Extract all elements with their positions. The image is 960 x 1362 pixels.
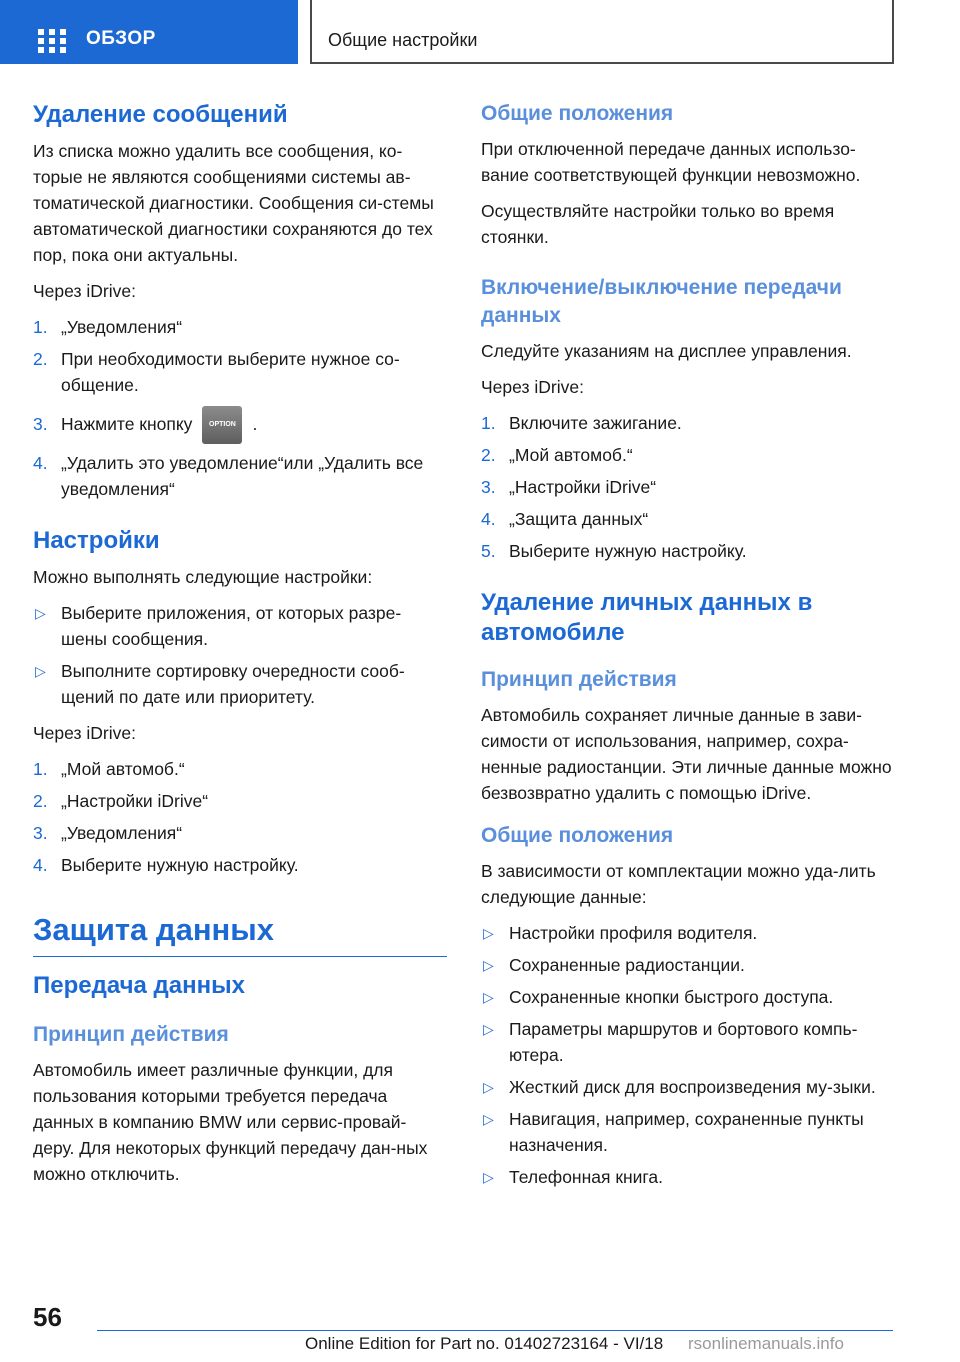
deletable-data-paragraph: В зависимости от комплектации можно уда-лить следующие данные: — [481, 861, 876, 907]
general-paragraph-1: При отключенной передаче данных использо-вание соответствующей функции невозможно. — [481, 139, 861, 185]
right-column — [481, 100, 895, 1200]
heading-delete-messages: Удаление сообщений — [33, 101, 288, 128]
list-item: 2. При необходимости выберите нужное со-общение. — [33, 349, 400, 395]
data-transfer-paragraph: Автомобиль имеет различные функции, для пользования которыми требуется передача данных в компанию BMW или сервис-провай-деру. Для некоторых функций передачу дан-ных можно отключить. — [33, 1060, 428, 1185]
settings-paragraph: Можно выполнять следующие настройки: — [33, 567, 373, 588]
list-item: 5. Выберите нужную настройку. — [481, 541, 747, 561]
footer-rule — [97, 1330, 893, 1331]
heading-delete-personal-data: Удаление личных данных в автомобиле — [481, 589, 813, 646]
option-button-icon: OPTION — [202, 406, 242, 444]
triangle-bullet-icon: ▷ — [483, 1021, 494, 1037]
triangle-bullet-icon: ▷ — [483, 925, 494, 941]
settings-bullets — [33, 600, 447, 710]
list-item: 3. „Настройки iDrive“ — [481, 477, 657, 497]
via-idrive-label: Через iDrive: — [481, 377, 584, 397]
list-item: ▷ Настройки профиля водителя. — [481, 920, 895, 946]
list-item: 2. „Мой автомоб.“ — [481, 445, 633, 465]
heading-general: Общие положения — [481, 824, 674, 847]
list-item: 4. „Удалить это уведомление“или „Удалить все уведомления“ — [33, 453, 424, 500]
triangle-bullet-icon: ▷ — [35, 663, 46, 680]
list-item: 3. Нажмите кнопку OPTION . — [33, 404, 447, 444]
footer-edition: Online Edition for Part no. 01402723164 - VI/18 — [305, 1334, 664, 1353]
heading-principle: Принцип действия — [33, 1023, 229, 1047]
left-column — [33, 100, 447, 1197]
list-item: ▷ Сохраненные радиостанции. — [481, 952, 895, 978]
list-item: 1. „Уведомления“ — [33, 317, 183, 337]
watermark: rsonlinemanuals.info — [688, 1334, 844, 1353]
heading-general: Общие положения — [481, 102, 674, 125]
deletable-data-bullets — [481, 920, 895, 1190]
heading-toggle-transfer: Включение/выключение передачи данных — [481, 276, 842, 327]
delete-messages-paragraph: Из списка можно удалить все сообщения, ко-торые не являются сообщениями системы ав-томатической диагностики. Сообщения си-стемы автоматической диагностики сохраняются до тех пор, пока они актуальны. — [33, 141, 434, 265]
list-item: ▷ Жесткий диск для воспроизведения му-зыки. — [481, 1074, 895, 1100]
triangle-bullet-icon: ▷ — [483, 957, 494, 973]
overview-tab-label: ОБЗОР — [86, 28, 156, 49]
via-idrive-label: Через iDrive: — [33, 281, 136, 301]
list-item: 2. „Настройки iDrive“ — [33, 791, 209, 812]
list-item: 4. Выберите нужную настройку. — [33, 855, 299, 876]
list-item: ▷ Выполните сортировку очередности сооб-щений по дате или приоритету. — [33, 658, 447, 710]
list-item: ▷ Навигация, например, сохраненные пункты назначения. — [481, 1106, 895, 1158]
heading-data-protection: Защита данных — [33, 912, 274, 948]
list-item: ▷ Телефонная книга. — [481, 1164, 895, 1190]
triangle-bullet-icon: ▷ — [35, 605, 46, 622]
grid-menu-icon — [38, 29, 66, 53]
page-number: 56 — [33, 1302, 62, 1332]
overview-tab[interactable] — [0, 0, 298, 64]
list-item: 1. „Мой автомоб.“ — [33, 759, 185, 780]
heading-principle: Принцип действия — [481, 668, 677, 691]
triangle-bullet-icon: ▷ — [483, 989, 494, 1005]
list-item: 3. „Уведомления“ — [33, 823, 183, 844]
via-idrive-label: Через iDrive: — [33, 723, 136, 744]
section-title: Общие настройки — [328, 30, 478, 50]
toggle-steps — [481, 410, 895, 564]
delete-messages-steps — [33, 314, 447, 502]
triangle-bullet-icon: ▷ — [483, 1111, 494, 1127]
delete-personal-paragraph: Автомобиль сохраняет личные данные в зави-симости от использования, например, сохра-ненные радиостанции. Эти личные данные можно безвозвратно удалить с помощью iDrive. — [481, 705, 892, 803]
section-header — [310, 0, 894, 64]
triangle-bullet-icon: ▷ — [483, 1079, 494, 1095]
settings-steps — [33, 756, 447, 878]
list-item: ▷ Выберите приложения, от которых разре-шены сообщения. — [33, 600, 447, 652]
general-paragraph-2: Осуществляйте настройки только во время стоянки. — [481, 201, 835, 247]
list-item: 4. „Защита данных“ — [481, 509, 649, 529]
heading-data-transfer: Передача данных — [33, 972, 245, 1000]
toggle-paragraph: Следуйте указаниям на дисплее управления. — [481, 341, 852, 361]
triangle-bullet-icon: ▷ — [483, 1169, 494, 1185]
list-item: 1. Включите зажигание. — [481, 413, 682, 433]
list-item: ▷ Сохраненные кнопки быстрого доступа. — [481, 984, 895, 1010]
list-item: ▷ Параметры маршрутов и бортового компь-ютера. — [481, 1016, 895, 1068]
heading-settings: Настройки — [33, 527, 160, 555]
heading-rule — [33, 956, 447, 957]
